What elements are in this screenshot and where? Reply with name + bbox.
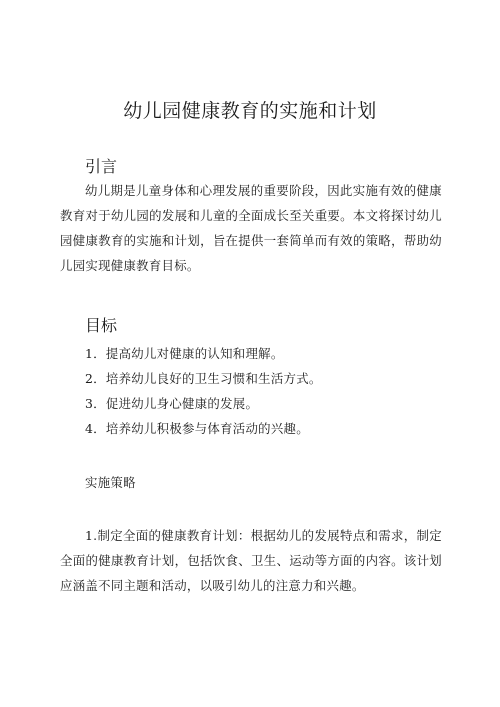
intro-paragraph: 幼儿期是儿童身体和心理发展的重要阶段，因此实施有效的健康教育对于幼儿园的发展和儿童的全面成长至关重要。本文将探讨幼儿园健康教育的实施和计划，旨在提供一套简单而有效的策略，帮助幼儿园实现健康教育目标。 <box>60 183 442 273</box>
goal-item: 1．提高幼儿对健康的认知和理解。 <box>85 346 284 361</box>
goals-list <box>85 341 322 441</box>
goal-item: 3．促进幼儿身心健康的发展。 <box>85 396 259 411</box>
goal-item: 2．培养幼儿良好的卫生习惯和生活方式。 <box>85 371 322 386</box>
goals-heading: 目标 <box>85 316 118 335</box>
intro-heading: 引言 <box>85 157 118 176</box>
strategy-heading: 实施策略 <box>85 475 136 490</box>
document-title: 幼儿园健康教育的实施和计划 <box>123 100 377 122</box>
goal-item: 4．培养幼儿积极参与体育活动的兴趣。 <box>85 421 309 436</box>
strategy-paragraph: 1.制定全面的健康教育计划：根据幼儿的发展特点和需求，制定全面的健康教育计划，包括饮食、卫生、运动等方面的内容。该计划应涵盖不同主题和活动，以吸引幼儿的注意力和兴趣。 <box>60 528 442 593</box>
